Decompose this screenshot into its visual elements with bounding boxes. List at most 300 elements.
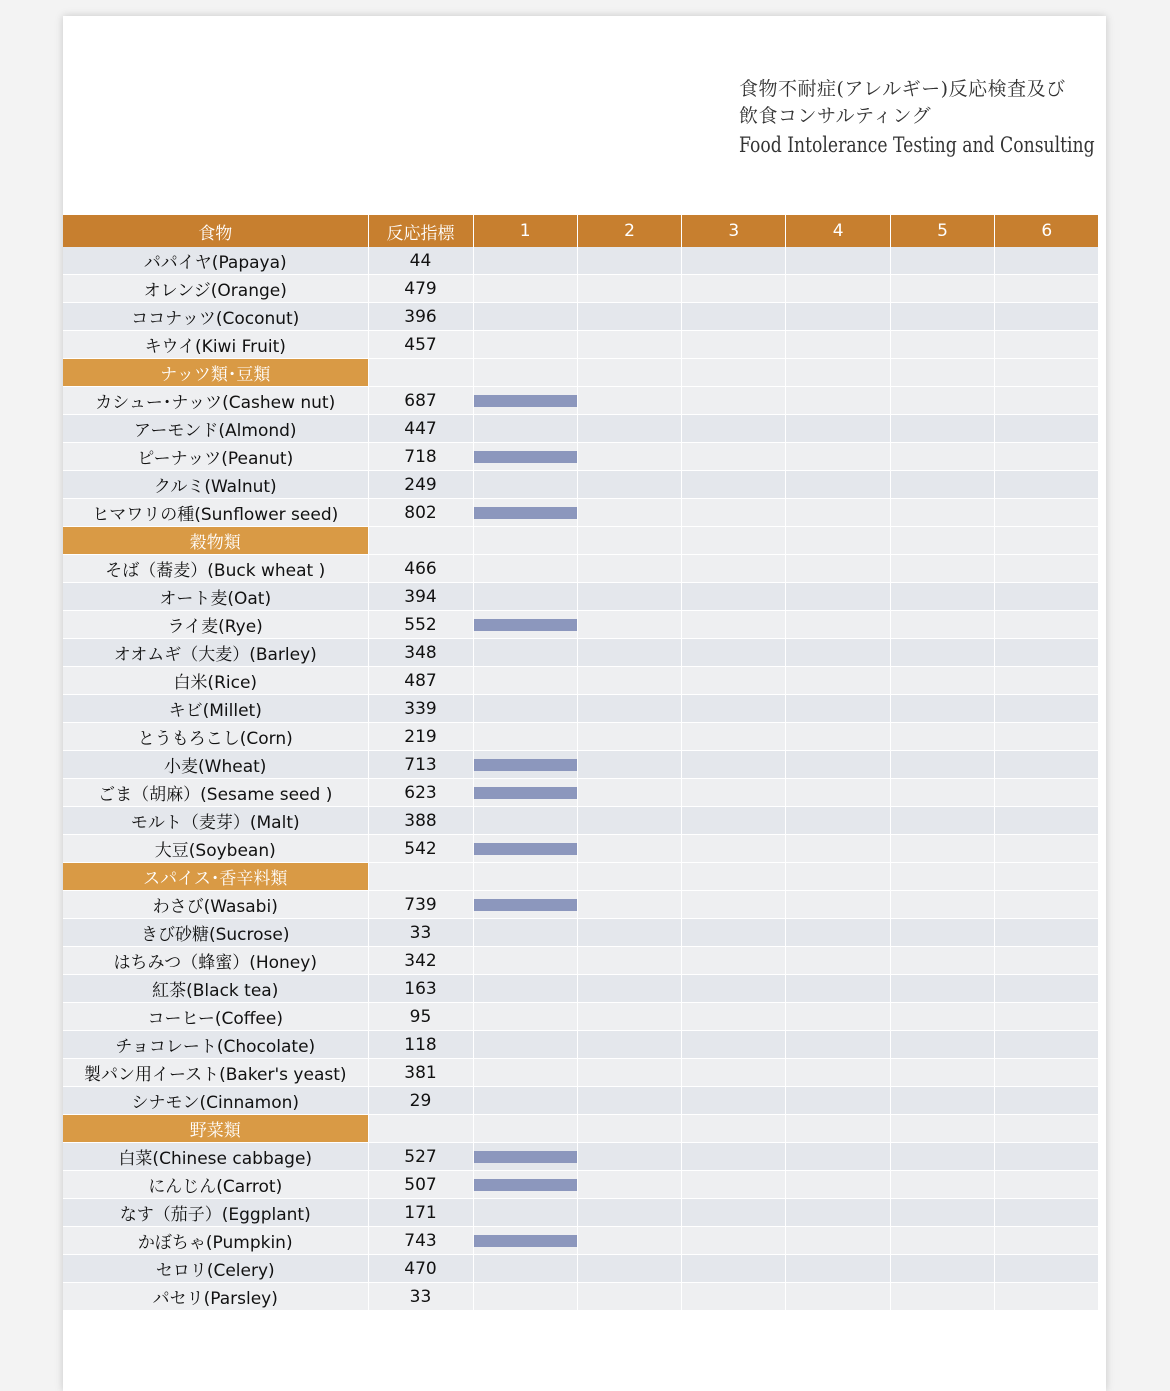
reaction-index-cell: 479 <box>368 275 473 303</box>
level-5-cell <box>890 611 994 639</box>
level-6-cell <box>995 387 1099 415</box>
level-3-cell <box>682 611 786 639</box>
food-name-cell: わさび(Wasabi) <box>63 891 368 919</box>
level-2-cell <box>577 947 681 975</box>
level-6-cell <box>995 695 1099 723</box>
category-label: 穀物類 <box>63 527 368 555</box>
level-6-cell <box>995 1199 1099 1227</box>
food-name-cell: 大豆(Soybean) <box>63 835 368 863</box>
level-3-cell <box>682 1087 786 1115</box>
level-3-cell <box>682 1031 786 1059</box>
food-name-cell: ライ麦(Rye) <box>63 611 368 639</box>
food-name-cell: とうもろこし(Corn) <box>63 723 368 751</box>
level-4-cell <box>786 695 890 723</box>
table-row <box>63 1003 1099 1031</box>
level-2-cell <box>577 1227 681 1255</box>
table-row <box>63 751 1099 779</box>
level-2-cell <box>577 331 681 359</box>
table-row <box>63 1283 1099 1311</box>
table-row <box>63 415 1099 443</box>
reaction-index-cell: 447 <box>368 415 473 443</box>
level-1-cell <box>473 751 577 779</box>
level-6-cell <box>995 247 1099 275</box>
column-header-level-6: 6 <box>995 215 1099 247</box>
reaction-index-cell: 802 <box>368 499 473 527</box>
table-row <box>63 835 1099 863</box>
table-row <box>63 303 1099 331</box>
level-5-cell <box>890 499 994 527</box>
table-row <box>63 1031 1099 1059</box>
level-5-cell <box>890 975 994 1003</box>
level-1-cell <box>473 891 577 919</box>
level-1-cell <box>473 1031 577 1059</box>
level-2-cell <box>577 443 681 471</box>
level-5-cell <box>890 807 994 835</box>
table-row <box>63 891 1099 919</box>
food-name-cell: にんじん(Carrot) <box>63 1171 368 1199</box>
reaction-level-bar <box>474 451 577 463</box>
level-4-cell <box>786 387 890 415</box>
empty-cell <box>890 1115 994 1143</box>
food-name-cell: カシュー･ナッツ(Cashew nut) <box>63 387 368 415</box>
level-1-cell <box>473 1059 577 1087</box>
level-3-cell <box>682 1171 786 1199</box>
level-3-cell <box>682 639 786 667</box>
level-2-cell <box>577 1255 681 1283</box>
level-6-cell <box>995 331 1099 359</box>
level-6-cell <box>995 443 1099 471</box>
level-4-cell <box>786 723 890 751</box>
level-2-cell <box>577 723 681 751</box>
food-name-cell: ピーナッツ(Peanut) <box>63 443 368 471</box>
level-2-cell <box>577 583 681 611</box>
table-row <box>63 1059 1099 1087</box>
level-6-cell <box>995 947 1099 975</box>
table-row <box>63 471 1099 499</box>
level-4-cell <box>786 1031 890 1059</box>
level-1-cell <box>473 975 577 1003</box>
level-2-cell <box>577 779 681 807</box>
level-1-cell <box>473 1199 577 1227</box>
empty-cell <box>890 863 994 891</box>
level-3-cell <box>682 891 786 919</box>
food-name-cell: オート麦(Oat) <box>63 583 368 611</box>
level-6-cell <box>995 1255 1099 1283</box>
food-name-cell: ココナッツ(Coconut) <box>63 303 368 331</box>
empty-cell <box>995 359 1099 387</box>
level-6-cell <box>995 1031 1099 1059</box>
food-name-cell: モルト（麦芽）(Malt) <box>63 807 368 835</box>
food-name-cell: なす（茄子）(Eggplant) <box>63 1199 368 1227</box>
level-2-cell <box>577 247 681 275</box>
level-4-cell <box>786 1087 890 1115</box>
level-1-cell <box>473 471 577 499</box>
reaction-index-cell: 623 <box>368 779 473 807</box>
reaction-index-cell: 44 <box>368 247 473 275</box>
level-4-cell <box>786 499 890 527</box>
level-2-cell <box>577 611 681 639</box>
level-2-cell <box>577 471 681 499</box>
level-4-cell <box>786 1227 890 1255</box>
level-5-cell <box>890 1283 994 1311</box>
level-2-cell <box>577 835 681 863</box>
level-3-cell <box>682 919 786 947</box>
empty-cell <box>368 863 473 891</box>
food-name-cell: きび砂糖(Sucrose) <box>63 919 368 947</box>
reaction-index-cell: 687 <box>368 387 473 415</box>
level-5-cell <box>890 919 994 947</box>
food-name-cell: 白米(Rice) <box>63 667 368 695</box>
empty-cell <box>786 527 890 555</box>
column-header-index: 反応指標 <box>368 215 473 247</box>
level-5-cell <box>890 471 994 499</box>
table-row <box>63 639 1099 667</box>
level-4-cell <box>786 1199 890 1227</box>
empty-cell <box>890 527 994 555</box>
food-name-cell: コーヒー(Coffee) <box>63 1003 368 1031</box>
empty-cell <box>995 527 1099 555</box>
level-2-cell <box>577 499 681 527</box>
level-5-cell <box>890 1227 994 1255</box>
level-6-cell <box>995 891 1099 919</box>
level-5-cell <box>890 247 994 275</box>
empty-cell <box>890 359 994 387</box>
table-row <box>63 975 1099 1003</box>
reaction-index-cell: 33 <box>368 919 473 947</box>
empty-cell <box>473 527 577 555</box>
level-2-cell <box>577 667 681 695</box>
level-1-cell <box>473 695 577 723</box>
title-jp-line1: 食物不耐症(アレルギー)反応検査及び <box>739 78 1066 100</box>
level-5-cell <box>890 1143 994 1171</box>
empty-cell <box>473 359 577 387</box>
level-2-cell <box>577 415 681 443</box>
results-table <box>63 215 1099 1311</box>
reaction-index-cell: 342 <box>368 947 473 975</box>
level-1-cell <box>473 331 577 359</box>
level-1-cell <box>473 835 577 863</box>
level-5-cell <box>890 1087 994 1115</box>
level-1-cell <box>473 919 577 947</box>
level-6-cell <box>995 1227 1099 1255</box>
level-4-cell <box>786 1059 890 1087</box>
empty-cell <box>786 863 890 891</box>
level-6-cell <box>995 555 1099 583</box>
table-row <box>63 387 1099 415</box>
food-name-cell: アーモンド(Almond) <box>63 415 368 443</box>
level-3-cell <box>682 1255 786 1283</box>
reaction-level-bar <box>474 843 577 855</box>
level-5-cell <box>890 723 994 751</box>
food-name-cell: クルミ(Walnut) <box>63 471 368 499</box>
table-row <box>63 807 1099 835</box>
level-6-cell <box>995 1171 1099 1199</box>
level-4-cell <box>786 779 890 807</box>
food-name-cell: 白菜(Chinese cabbage) <box>63 1143 368 1171</box>
reaction-level-bar <box>474 1179 577 1191</box>
empty-cell <box>473 1115 577 1143</box>
level-5-cell <box>890 891 994 919</box>
level-5-cell <box>890 1003 994 1031</box>
food-name-cell: 製パン用イースト(Baker's yeast) <box>63 1059 368 1087</box>
empty-cell <box>368 359 473 387</box>
level-5-cell <box>890 443 994 471</box>
column-header-level-2: 2 <box>577 215 681 247</box>
column-header-level-4: 4 <box>786 215 890 247</box>
table-row <box>63 555 1099 583</box>
food-name-cell: パセリ(Parsley) <box>63 1283 368 1311</box>
level-2-cell <box>577 1199 681 1227</box>
level-5-cell <box>890 947 994 975</box>
level-4-cell <box>786 303 890 331</box>
reaction-index-cell: 95 <box>368 1003 473 1031</box>
level-2-cell <box>577 1087 681 1115</box>
level-3-cell <box>682 1059 786 1087</box>
food-name-cell: 紅茶(Black tea) <box>63 975 368 1003</box>
level-6-cell <box>995 303 1099 331</box>
level-5-cell <box>890 275 994 303</box>
food-name-cell: ごま（胡麻）(Sesame seed ) <box>63 779 368 807</box>
food-name-cell: かぼちゃ(Pumpkin) <box>63 1227 368 1255</box>
level-5-cell <box>890 751 994 779</box>
level-5-cell <box>890 387 994 415</box>
empty-cell <box>682 863 786 891</box>
food-name-cell: パパイヤ(Papaya) <box>63 247 368 275</box>
level-4-cell <box>786 751 890 779</box>
reaction-index-cell: 542 <box>368 835 473 863</box>
table-row <box>63 331 1099 359</box>
table-header-row <box>63 215 1099 247</box>
level-4-cell <box>786 331 890 359</box>
level-3-cell <box>682 1199 786 1227</box>
column-header-level-3: 3 <box>682 215 786 247</box>
level-4-cell <box>786 1283 890 1311</box>
level-2-cell <box>577 891 681 919</box>
level-4-cell <box>786 975 890 1003</box>
level-3-cell <box>682 1143 786 1171</box>
level-1-cell <box>473 611 577 639</box>
level-6-cell <box>995 807 1099 835</box>
level-6-cell <box>995 723 1099 751</box>
level-4-cell <box>786 611 890 639</box>
level-4-cell <box>786 415 890 443</box>
level-5-cell <box>890 667 994 695</box>
level-3-cell <box>682 303 786 331</box>
level-5-cell <box>890 639 994 667</box>
level-3-cell <box>682 807 786 835</box>
level-6-cell <box>995 1143 1099 1171</box>
table-row <box>63 499 1099 527</box>
table-row <box>63 695 1099 723</box>
level-6-cell <box>995 583 1099 611</box>
title-jp-line2: 飲食コンサルティング <box>739 105 932 127</box>
level-5-cell <box>890 695 994 723</box>
level-6-cell <box>995 667 1099 695</box>
table-body <box>63 247 1099 1311</box>
level-3-cell <box>682 975 786 1003</box>
reaction-index-cell: 552 <box>368 611 473 639</box>
empty-cell <box>577 359 681 387</box>
reaction-index-cell: 394 <box>368 583 473 611</box>
table-row <box>63 247 1099 275</box>
level-3-cell <box>682 1003 786 1031</box>
level-2-cell <box>577 975 681 1003</box>
empty-cell <box>577 1115 681 1143</box>
empty-cell <box>995 1115 1099 1143</box>
level-1-cell <box>473 583 577 611</box>
level-1-cell <box>473 1087 577 1115</box>
level-6-cell <box>995 1283 1099 1311</box>
level-4-cell <box>786 275 890 303</box>
level-5-cell <box>890 303 994 331</box>
level-6-cell <box>995 1059 1099 1087</box>
level-2-cell <box>577 387 681 415</box>
document-page <box>63 16 1106 1391</box>
level-4-cell <box>786 891 890 919</box>
level-2-cell <box>577 639 681 667</box>
level-6-cell <box>995 975 1099 1003</box>
food-name-cell: はちみつ（蜂蜜）(Honey) <box>63 947 368 975</box>
level-2-cell <box>577 1031 681 1059</box>
level-3-cell <box>682 1283 786 1311</box>
category-row <box>63 1115 1099 1143</box>
level-2-cell <box>577 1283 681 1311</box>
level-4-cell <box>786 919 890 947</box>
category-label: スパイス･香辛料類 <box>63 863 368 891</box>
empty-cell <box>786 1115 890 1143</box>
food-name-cell: セロリ(Celery) <box>63 1255 368 1283</box>
level-6-cell <box>995 639 1099 667</box>
level-3-cell <box>682 443 786 471</box>
level-1-cell <box>473 499 577 527</box>
level-2-cell <box>577 695 681 723</box>
level-2-cell <box>577 303 681 331</box>
empty-cell <box>682 359 786 387</box>
level-4-cell <box>786 471 890 499</box>
level-1-cell <box>473 639 577 667</box>
empty-cell <box>368 527 473 555</box>
level-3-cell <box>682 751 786 779</box>
reaction-level-bar <box>474 1235 577 1247</box>
category-row <box>63 359 1099 387</box>
column-header-level-5: 5 <box>890 215 994 247</box>
level-3-cell <box>682 555 786 583</box>
reaction-level-bar <box>474 507 577 519</box>
level-4-cell <box>786 639 890 667</box>
level-3-cell <box>682 583 786 611</box>
level-4-cell <box>786 1003 890 1031</box>
level-3-cell <box>682 387 786 415</box>
level-6-cell <box>995 1003 1099 1031</box>
level-2-cell <box>577 1143 681 1171</box>
level-5-cell <box>890 1059 994 1087</box>
level-1-cell <box>473 1143 577 1171</box>
reaction-index-cell: 381 <box>368 1059 473 1087</box>
category-label: 野菜類 <box>63 1115 368 1143</box>
food-name-cell: 小麦(Wheat) <box>63 751 368 779</box>
reaction-index-cell: 718 <box>368 443 473 471</box>
food-name-cell: シナモン(Cinnamon) <box>63 1087 368 1115</box>
level-2-cell <box>577 1003 681 1031</box>
table-row <box>63 723 1099 751</box>
level-4-cell <box>786 1143 890 1171</box>
level-4-cell <box>786 555 890 583</box>
reaction-index-cell: 29 <box>368 1087 473 1115</box>
level-3-cell <box>682 723 786 751</box>
reaction-index-cell: 339 <box>368 695 473 723</box>
table-row <box>63 275 1099 303</box>
empty-cell <box>995 863 1099 891</box>
table-row <box>63 1171 1099 1199</box>
reaction-index-cell: 713 <box>368 751 473 779</box>
table-row <box>63 583 1099 611</box>
level-5-cell <box>890 1171 994 1199</box>
empty-cell <box>786 359 890 387</box>
level-5-cell <box>890 1255 994 1283</box>
reaction-index-cell: 507 <box>368 1171 473 1199</box>
level-4-cell <box>786 1171 890 1199</box>
empty-cell <box>577 863 681 891</box>
table-row <box>63 443 1099 471</box>
reaction-index-cell: 527 <box>368 1143 473 1171</box>
level-4-cell <box>786 835 890 863</box>
level-3-cell <box>682 667 786 695</box>
reaction-index-cell: 163 <box>368 975 473 1003</box>
level-1-cell <box>473 303 577 331</box>
level-1-cell <box>473 1227 577 1255</box>
level-1-cell <box>473 247 577 275</box>
level-3-cell <box>682 779 786 807</box>
level-2-cell <box>577 275 681 303</box>
food-name-cell: オレンジ(Orange) <box>63 275 368 303</box>
level-1-cell <box>473 1003 577 1031</box>
reaction-index-cell: 388 <box>368 807 473 835</box>
food-name-cell: キウイ(Kiwi Fruit) <box>63 331 368 359</box>
level-4-cell <box>786 807 890 835</box>
level-3-cell <box>682 275 786 303</box>
level-3-cell <box>682 947 786 975</box>
level-3-cell <box>682 415 786 443</box>
food-name-cell: オオムギ（大麦）(Barley) <box>63 639 368 667</box>
column-header-level-1: 1 <box>473 215 577 247</box>
level-2-cell <box>577 1171 681 1199</box>
document-header <box>739 76 1170 160</box>
category-label: ナッツ類･豆類 <box>63 359 368 387</box>
reaction-index-cell: 171 <box>368 1199 473 1227</box>
level-4-cell <box>786 443 890 471</box>
level-4-cell <box>786 667 890 695</box>
reaction-index-cell: 466 <box>368 555 473 583</box>
level-6-cell <box>995 835 1099 863</box>
reaction-index-cell: 487 <box>368 667 473 695</box>
level-6-cell <box>995 751 1099 779</box>
table-row <box>63 947 1099 975</box>
level-6-cell <box>995 471 1099 499</box>
reaction-index-cell: 219 <box>368 723 473 751</box>
level-1-cell <box>473 667 577 695</box>
level-1-cell <box>473 387 577 415</box>
level-3-cell <box>682 695 786 723</box>
level-1-cell <box>473 443 577 471</box>
level-5-cell <box>890 779 994 807</box>
level-1-cell <box>473 779 577 807</box>
category-row <box>63 863 1099 891</box>
reaction-level-bar <box>474 899 577 911</box>
empty-cell <box>682 1115 786 1143</box>
level-3-cell <box>682 247 786 275</box>
level-2-cell <box>577 1059 681 1087</box>
food-name-cell: キビ(Millet) <box>63 695 368 723</box>
